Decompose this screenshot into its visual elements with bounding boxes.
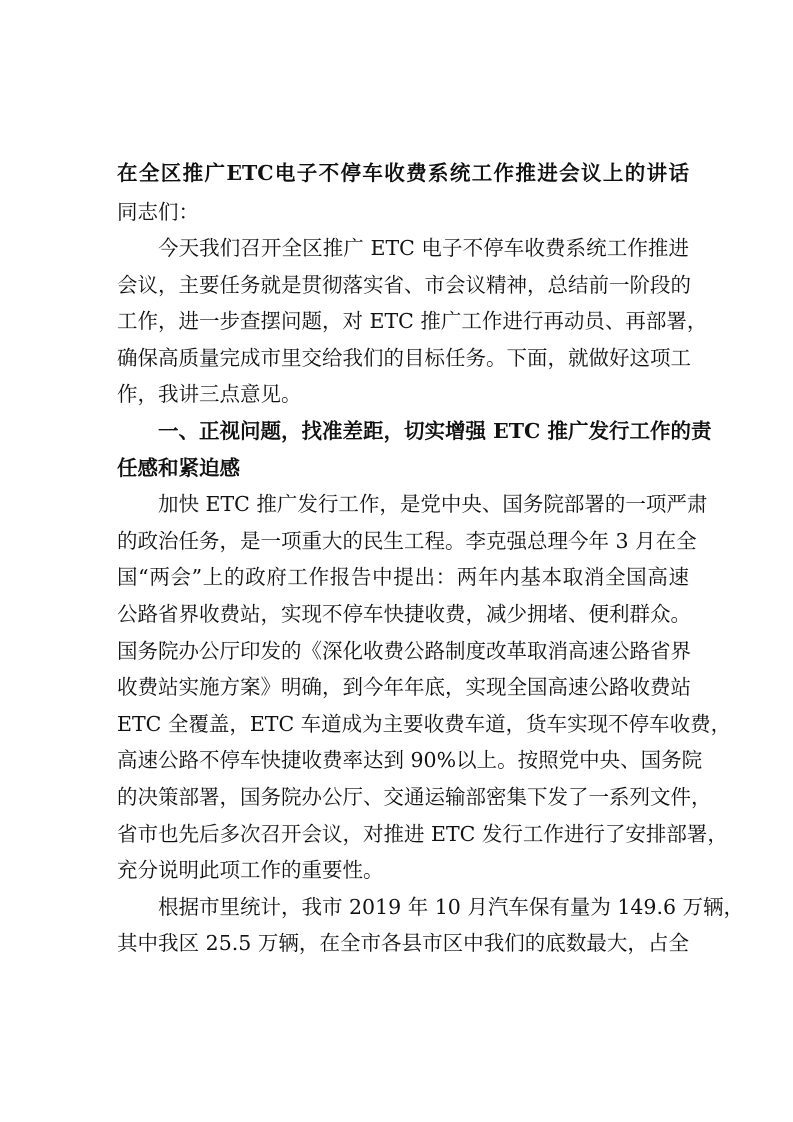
paragraph [117,486,732,889]
document-title: 在全区推广ETC电子不停车收费系统工作推进会议上的讲话 [117,161,689,185]
text-line: 的决策部署，国务院办公厅、交通运输部密集下发了一系列文件， [117,784,712,809]
text-line: 工作，进一步查摆问题，对 ETC 推广工作进行再动员、再部署， [117,309,708,334]
text-line: 任感和紧迫感 [117,455,240,480]
text-line: 根据市里统计，我市 2019 年 10 月汽车保有量为 149.6 万辆， [158,894,745,919]
text-line: 会议，主要任务就是贯彻落实省、市会议精神，总结前一阶段的 [117,272,691,297]
text-line: 的政治任务，是一项重大的民生工程。李克强总理今年 3 月在全 [117,528,697,553]
text-line: 省市也先后多次召开会议，对推进 ETC 发行工作进行了安排部署， [117,821,728,846]
text-line: 国务院办公厅印发的《深化收费公路制度改革取消高速公路省界 [117,638,691,663]
text-line: 确保高质量完成市里交给我们的目标任务。下面，就做好这项工 [117,345,691,370]
text-line: 国“两会”上的政府工作报告中提出：两年内基本取消全国高速 [117,565,689,590]
section-heading [117,413,712,486]
text-line: 高速公路不停车快捷收费率达到 90%以上。按照党中央、国务院 [117,748,703,773]
text-line: 一、正视问题，找准差距，切实增强 ETC 推广发行工作的责 [158,418,712,443]
document-body [117,230,745,962]
paragraph [117,230,708,413]
text-line: 充分说明此项工作的重要性。 [117,858,384,883]
text-line: 公路省界收费站，实现不停车快捷收费，减少拥堵、便利群众。 [117,601,691,626]
greeting: 同志们： [117,200,199,224]
text-line: 作，我讲三点意见。 [117,382,302,407]
text-line: 其中我区 25.5 万辆，在全市各县市区中我们的底数最大，占全 [117,931,689,956]
text-line: 今天我们召开全区推广 ETC 电子不停车收费系统工作推进 [158,236,689,260]
text-line: 收费站实施方案》明确，到今年年底，实现全国高速公路收费站 [117,675,691,700]
text-line: 加快 ETC 推广发行工作，是党中央、国务院部署的一项严肃 [158,492,708,517]
paragraph [117,889,745,962]
text-line: ETC 全覆盖，ETC 车道成为主要收费车道，货车实现不停车收费， [117,711,732,736]
